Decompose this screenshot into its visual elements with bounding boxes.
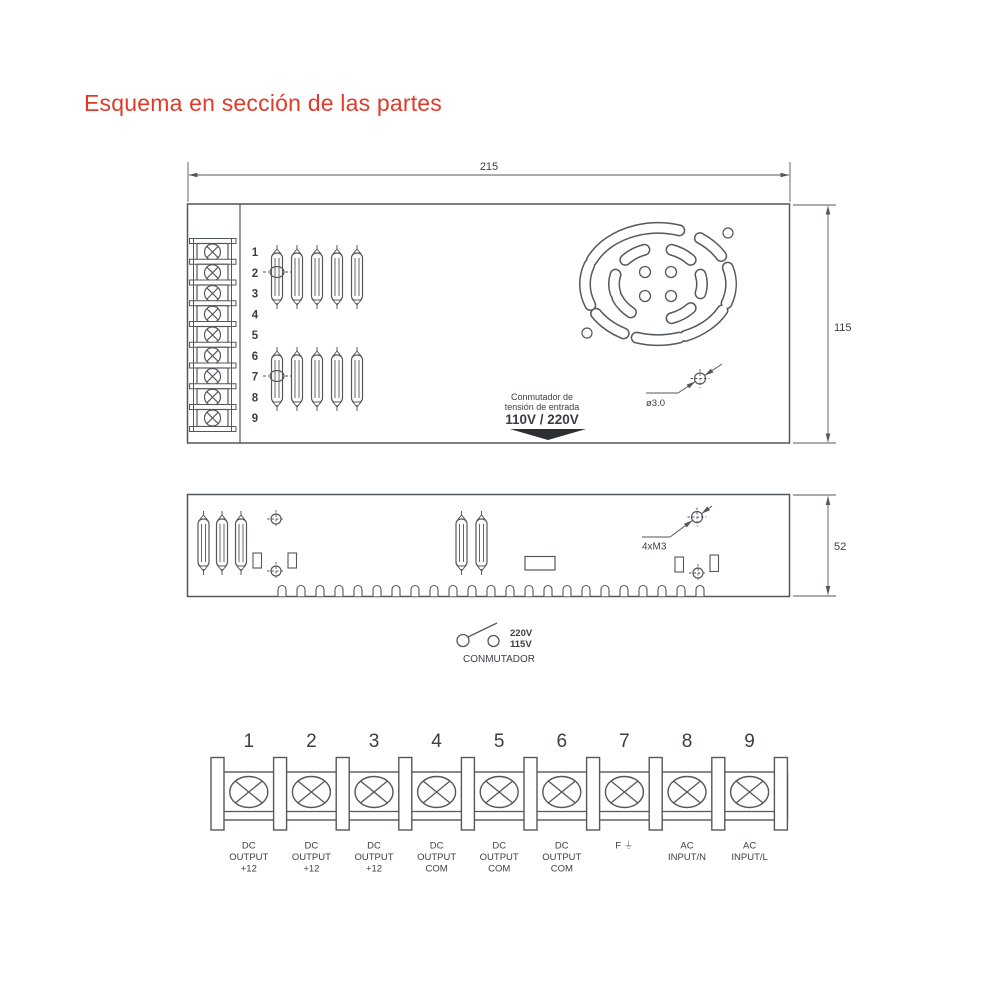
arrowhead (189, 173, 198, 178)
vent-slot (582, 586, 590, 597)
switch-lever (468, 623, 497, 637)
strip-bar (190, 405, 237, 410)
fan-center-hole (666, 267, 677, 278)
screw-spec-label: 4xM3 (642, 541, 667, 553)
side-view (188, 495, 790, 597)
label: Conmutador de (510, 392, 574, 402)
component (675, 557, 684, 572)
divider-post (774, 758, 787, 831)
vent-slot (696, 586, 704, 597)
terminal-number: 6 (556, 731, 568, 752)
strip-bar (190, 259, 237, 264)
terminal-label: COM (425, 863, 448, 875)
page-title: Esquema en sección de las partes (84, 90, 442, 116)
terminal-number: 8 (681, 731, 693, 752)
pin-number: 2 (251, 267, 259, 280)
strip-bar (190, 280, 237, 285)
heatsink-fin (476, 511, 487, 575)
switch-caption: CONMUTADOR (462, 654, 536, 665)
terminal-label: DC (241, 840, 256, 852)
arrowhead (826, 434, 831, 443)
vent-slot (335, 586, 343, 597)
vent-slot (373, 586, 381, 597)
heatsink-fin (292, 347, 303, 411)
terminal-label: DC (367, 840, 381, 852)
terminal-number: 5 (493, 731, 505, 752)
dim-depth: 52 (834, 541, 847, 553)
vent-slot (354, 586, 362, 597)
divider-post (461, 758, 474, 831)
vent-slots (278, 586, 704, 597)
heatsink-fin (198, 511, 209, 575)
component (525, 557, 555, 571)
component (710, 555, 719, 572)
divider-post (587, 758, 600, 831)
vent-slot (601, 586, 609, 597)
fan-slot-inner (701, 275, 702, 294)
fan-center-hole (640, 267, 651, 278)
switch-115v-label: 115V (510, 639, 532, 650)
fin-body (352, 253, 363, 301)
switch-220v-label: 220V (510, 628, 533, 639)
pin-number: 7 (251, 371, 259, 384)
fin-body (476, 519, 487, 567)
fin-body (272, 355, 283, 403)
terminal-label: OUTPUT (291, 852, 331, 863)
vent-slot (658, 586, 666, 597)
terminal-label: DC (304, 840, 319, 852)
vent-slot (392, 586, 400, 597)
pin-number: 1 (251, 247, 259, 259)
heatsink-fin (352, 245, 363, 309)
label: tensión de entrada (504, 402, 580, 412)
fin-body (198, 519, 209, 567)
vent-slot (468, 586, 476, 597)
switch-contact (457, 635, 469, 647)
terminal-label: +12 (303, 863, 320, 875)
fan-slot-inner (637, 228, 680, 230)
fin-body (292, 253, 303, 301)
terminal-number: 2 (306, 731, 317, 752)
divider-post (336, 758, 349, 831)
strip-bar (190, 322, 237, 327)
arrowhead (781, 173, 790, 178)
pin-number: 9 (251, 413, 259, 425)
terminal-label: AC (680, 840, 694, 852)
strip-bar (190, 301, 237, 306)
fan-slot-inner (727, 268, 731, 304)
terminal-label: COM (550, 863, 573, 875)
heatsink-fin (236, 511, 247, 575)
terminal-label: DC (554, 840, 569, 852)
component (253, 553, 262, 568)
terminal-label: INPUT/L (731, 852, 768, 863)
terminal-number: 7 (619, 731, 630, 752)
pin-number: 3 (251, 288, 259, 301)
divider-post (524, 758, 537, 831)
fan-slot-inner (637, 338, 680, 340)
side-view-outline (188, 495, 790, 597)
terminal-label: F ⏚ (615, 840, 634, 852)
corner-hole (723, 228, 733, 238)
strip-bar (190, 239, 237, 244)
heatsink-fin (292, 245, 303, 309)
voltage-selector-switch (457, 623, 535, 665)
vent-slot (506, 586, 514, 597)
heatsink-fin (332, 245, 343, 309)
fin-body (332, 355, 343, 403)
component (288, 553, 297, 568)
arrowhead (826, 586, 831, 595)
fin-body (236, 519, 247, 567)
vent-slot (563, 586, 571, 597)
strip-bar (190, 342, 237, 347)
heatsink-fin (332, 347, 343, 411)
fan-slot-inner (614, 275, 615, 294)
terminal-label: DC (492, 840, 507, 852)
fan-center-hole (666, 291, 677, 302)
terminal-label: OUTPUT (354, 852, 394, 863)
fin-body (292, 355, 303, 403)
dim-width: 215 (479, 161, 499, 173)
hole-diameter-label: ø3.0 (646, 398, 666, 409)
fin-body (217, 519, 228, 567)
terminal-number: 9 (744, 731, 755, 752)
vent-slot (487, 586, 495, 597)
arrowhead (826, 496, 831, 505)
terminal-label: +12 (365, 863, 383, 875)
terminal-label: OUTPUT (479, 852, 519, 863)
vent-slot (316, 586, 324, 597)
fin-body (352, 355, 363, 403)
terminal-number: 3 (368, 731, 380, 752)
vent-slot (449, 586, 457, 597)
vent-slot (639, 586, 647, 597)
divider-post (649, 758, 662, 831)
heatsink-fin (217, 511, 228, 575)
terminal-number: 4 (431, 731, 442, 752)
terminal-label: INPUT/N (668, 852, 706, 863)
divider-post (399, 758, 412, 831)
terminal-label: OUTPUT (229, 852, 269, 863)
vent-slot (544, 586, 552, 597)
terminal-label: DC (429, 840, 444, 852)
fan-center-hole (640, 291, 651, 302)
terminal-number: 1 (243, 731, 255, 752)
top-view (188, 204, 790, 443)
voltage-label: 110V / 220V (505, 412, 579, 427)
terminal-label: COM (488, 863, 511, 875)
fin-body (332, 253, 343, 301)
heatsink-fin (272, 347, 283, 411)
strip-bar (190, 427, 237, 432)
heatsink-fin (456, 511, 467, 575)
pin-number: 4 (251, 309, 259, 322)
vent-slot (430, 586, 438, 597)
fin-body (456, 519, 467, 567)
heatsink-fin (312, 347, 323, 411)
vent-slot (297, 586, 305, 597)
pin-number: 5 (251, 330, 259, 342)
dim-height: 115 (834, 322, 852, 334)
fin-body (312, 253, 323, 301)
terminal-block (211, 731, 788, 875)
divider-post (274, 758, 287, 831)
terminal-label: OUTPUT (417, 852, 457, 863)
vent-slot (620, 586, 628, 597)
heatsink-fin (312, 245, 323, 309)
terminal-label: OUTPUT (542, 852, 582, 863)
strip-bar (190, 363, 237, 368)
pin-number: 8 (251, 392, 259, 405)
divider-post (712, 758, 725, 831)
vent-slot (411, 586, 419, 597)
vent-slot (278, 586, 286, 597)
heatsink-fin (352, 347, 363, 411)
strip-bar (190, 384, 237, 389)
corner-hole (582, 328, 592, 338)
arrowhead (826, 206, 831, 215)
pin-number: 6 (251, 350, 259, 363)
vent-slot (525, 586, 533, 597)
terminal-label: AC (742, 840, 757, 852)
divider-post (211, 758, 224, 831)
fin-body (312, 355, 323, 403)
switch-contact (488, 636, 499, 647)
vent-slot (677, 586, 685, 597)
terminal-label: +12 (240, 863, 257, 875)
